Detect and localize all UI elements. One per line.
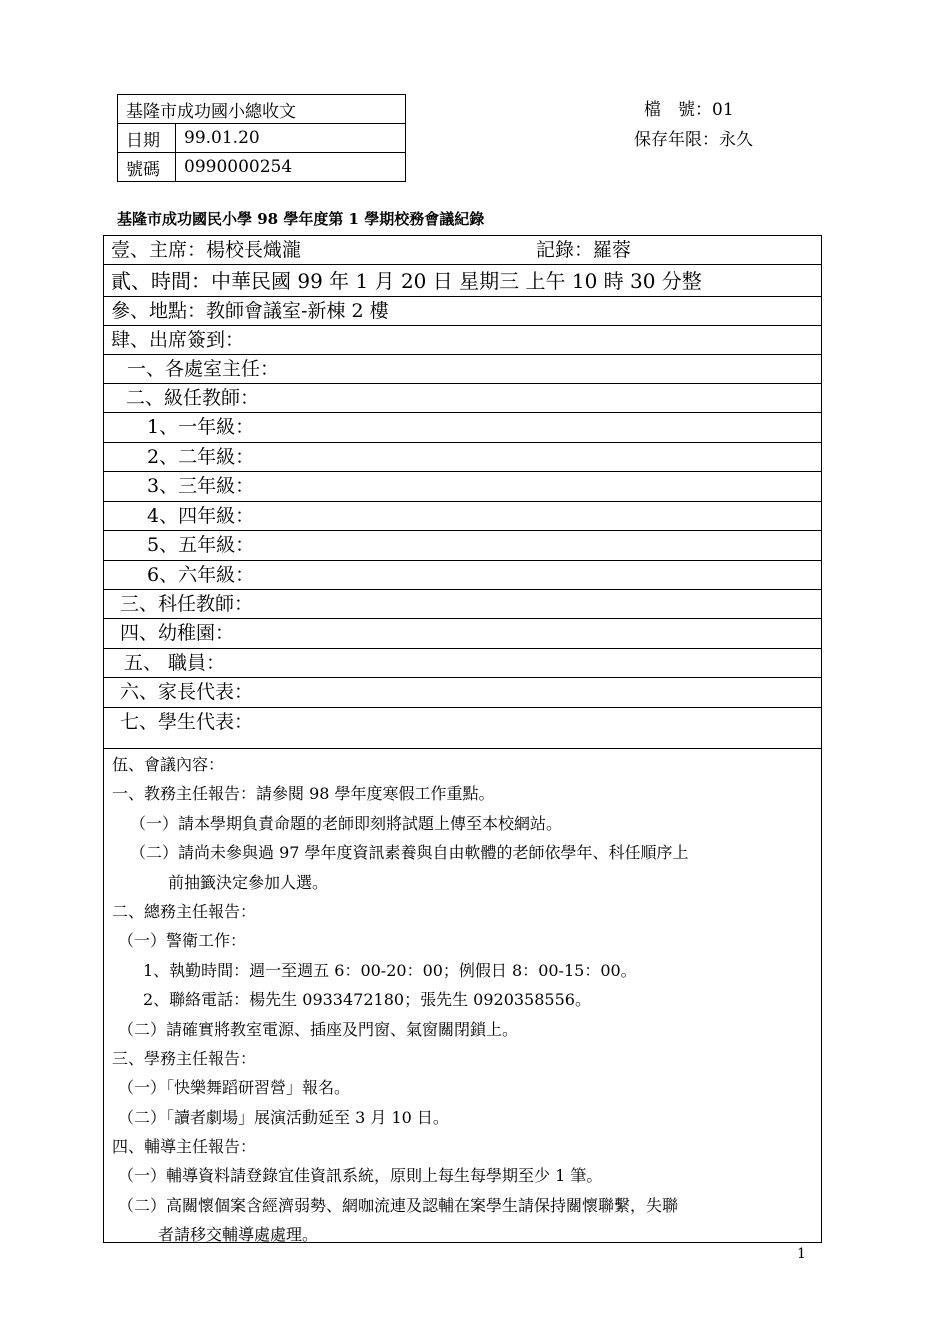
- row-time: 貳、時間：中華民國 99 年 1 月 20 日 星期三 上午 10 時 30 分整: [104, 265, 821, 297]
- content-line: 二、總務主任報告：: [112, 901, 257, 921]
- receipt-number-label: 號碼: [118, 153, 176, 182]
- row-staff: 五、 職員：: [104, 649, 821, 678]
- content-line: （一）輔導資料請登錄宜佳資訊系統，原則上每生每學期至少 1 筆。: [118, 1166, 603, 1186]
- content-line: （二）「讀者劇場」展演活動延至 3 月 10 日。: [118, 1107, 449, 1127]
- row-student-reps: 七、學生代表：: [104, 708, 821, 749]
- content-line: （一）「快樂舞蹈研習營」報名。: [118, 1078, 351, 1098]
- row-grade-1: 1、一年級：: [104, 413, 821, 443]
- content-line: （二）請尚未參與過 97 學年度資訊素養與自由軟體的老師依學年、科任順序上: [130, 843, 689, 863]
- row-grade-6: 6、六年級：: [104, 561, 821, 590]
- minutes-frame: [103, 235, 822, 1243]
- row-directors: 一、各處室主任：: [104, 355, 821, 384]
- page-number: 1: [797, 1246, 806, 1262]
- content-line: 前抽籤決定參加人選。: [168, 872, 329, 892]
- receipt-date-label: 日期: [118, 124, 176, 153]
- content-line: 伍、會議內容：: [112, 755, 225, 774]
- content-line: 一、教務主任報告：請參閱 98 學年度寒假工作重點。: [112, 784, 495, 804]
- row-grade-3: 3、三年級：: [104, 472, 821, 502]
- content-line: 1、執勤時間：週一至週五 6：00-20：00；例假日 8：00-15：00。: [143, 960, 637, 980]
- chairperson: 壹、主席：楊校長熾瀧: [111, 239, 302, 261]
- retention-period: 保存年限：永久: [634, 130, 753, 150]
- row-grade-2: 2、二年級：: [104, 443, 821, 472]
- row-grade-5: 5、五年級：: [104, 531, 821, 561]
- content-line: 三、學務主任報告：: [112, 1048, 257, 1068]
- meeting-content: [104, 749, 821, 1250]
- content-line: （二）請確實將教室電源、插座及門窗、氣窗關閉鎖上。: [118, 1019, 519, 1039]
- document-title: 基隆市成功國民小學 98 學年度第 1 學期校務會議紀錄: [117, 210, 485, 228]
- receipt-header: 基隆市成功國小總收文: [118, 95, 406, 124]
- row-parent-reps: 六、家長代表：: [104, 678, 821, 708]
- row-chairperson: [104, 236, 821, 265]
- content-line: （一）警衛工作：: [118, 931, 247, 951]
- receipt-date-value: 99.01.20: [176, 124, 406, 153]
- row-location: 參、地點：教師會議室-新棟 2 樓: [104, 297, 821, 326]
- content-line: 四、輔導主任報告：: [112, 1137, 257, 1157]
- row-subject-teachers: 三、科任教師：: [104, 590, 821, 619]
- receipt-stamp-table: [117, 94, 406, 182]
- row-attendance: 肆、出席簽到：: [104, 326, 821, 355]
- content-line: 2、聯絡電話：楊先生 0933472180；張先生 0920358556。: [143, 990, 591, 1010]
- content-line: （一）請本學期負責命題的老師即刻將試題上傳至本校網站。: [130, 813, 563, 833]
- recorder: 記錄：羅蓉: [536, 239, 632, 261]
- row-grade-4: 4、四年級：: [104, 502, 821, 531]
- row-kindergarten: 四、幼稚園：: [104, 619, 821, 649]
- receipt-number-value: 0990000254: [176, 153, 406, 182]
- file-number: 檔 號：01: [644, 100, 734, 120]
- content-line: （二）高關懷個案含經濟弱勢、網咖流連及認輔在案學生請保持關懷聯繫，失聯: [118, 1195, 679, 1215]
- row-homeroom-teachers: 二、級任教師：: [104, 384, 821, 413]
- content-line: 者請移交輔導處處理。: [158, 1225, 319, 1245]
